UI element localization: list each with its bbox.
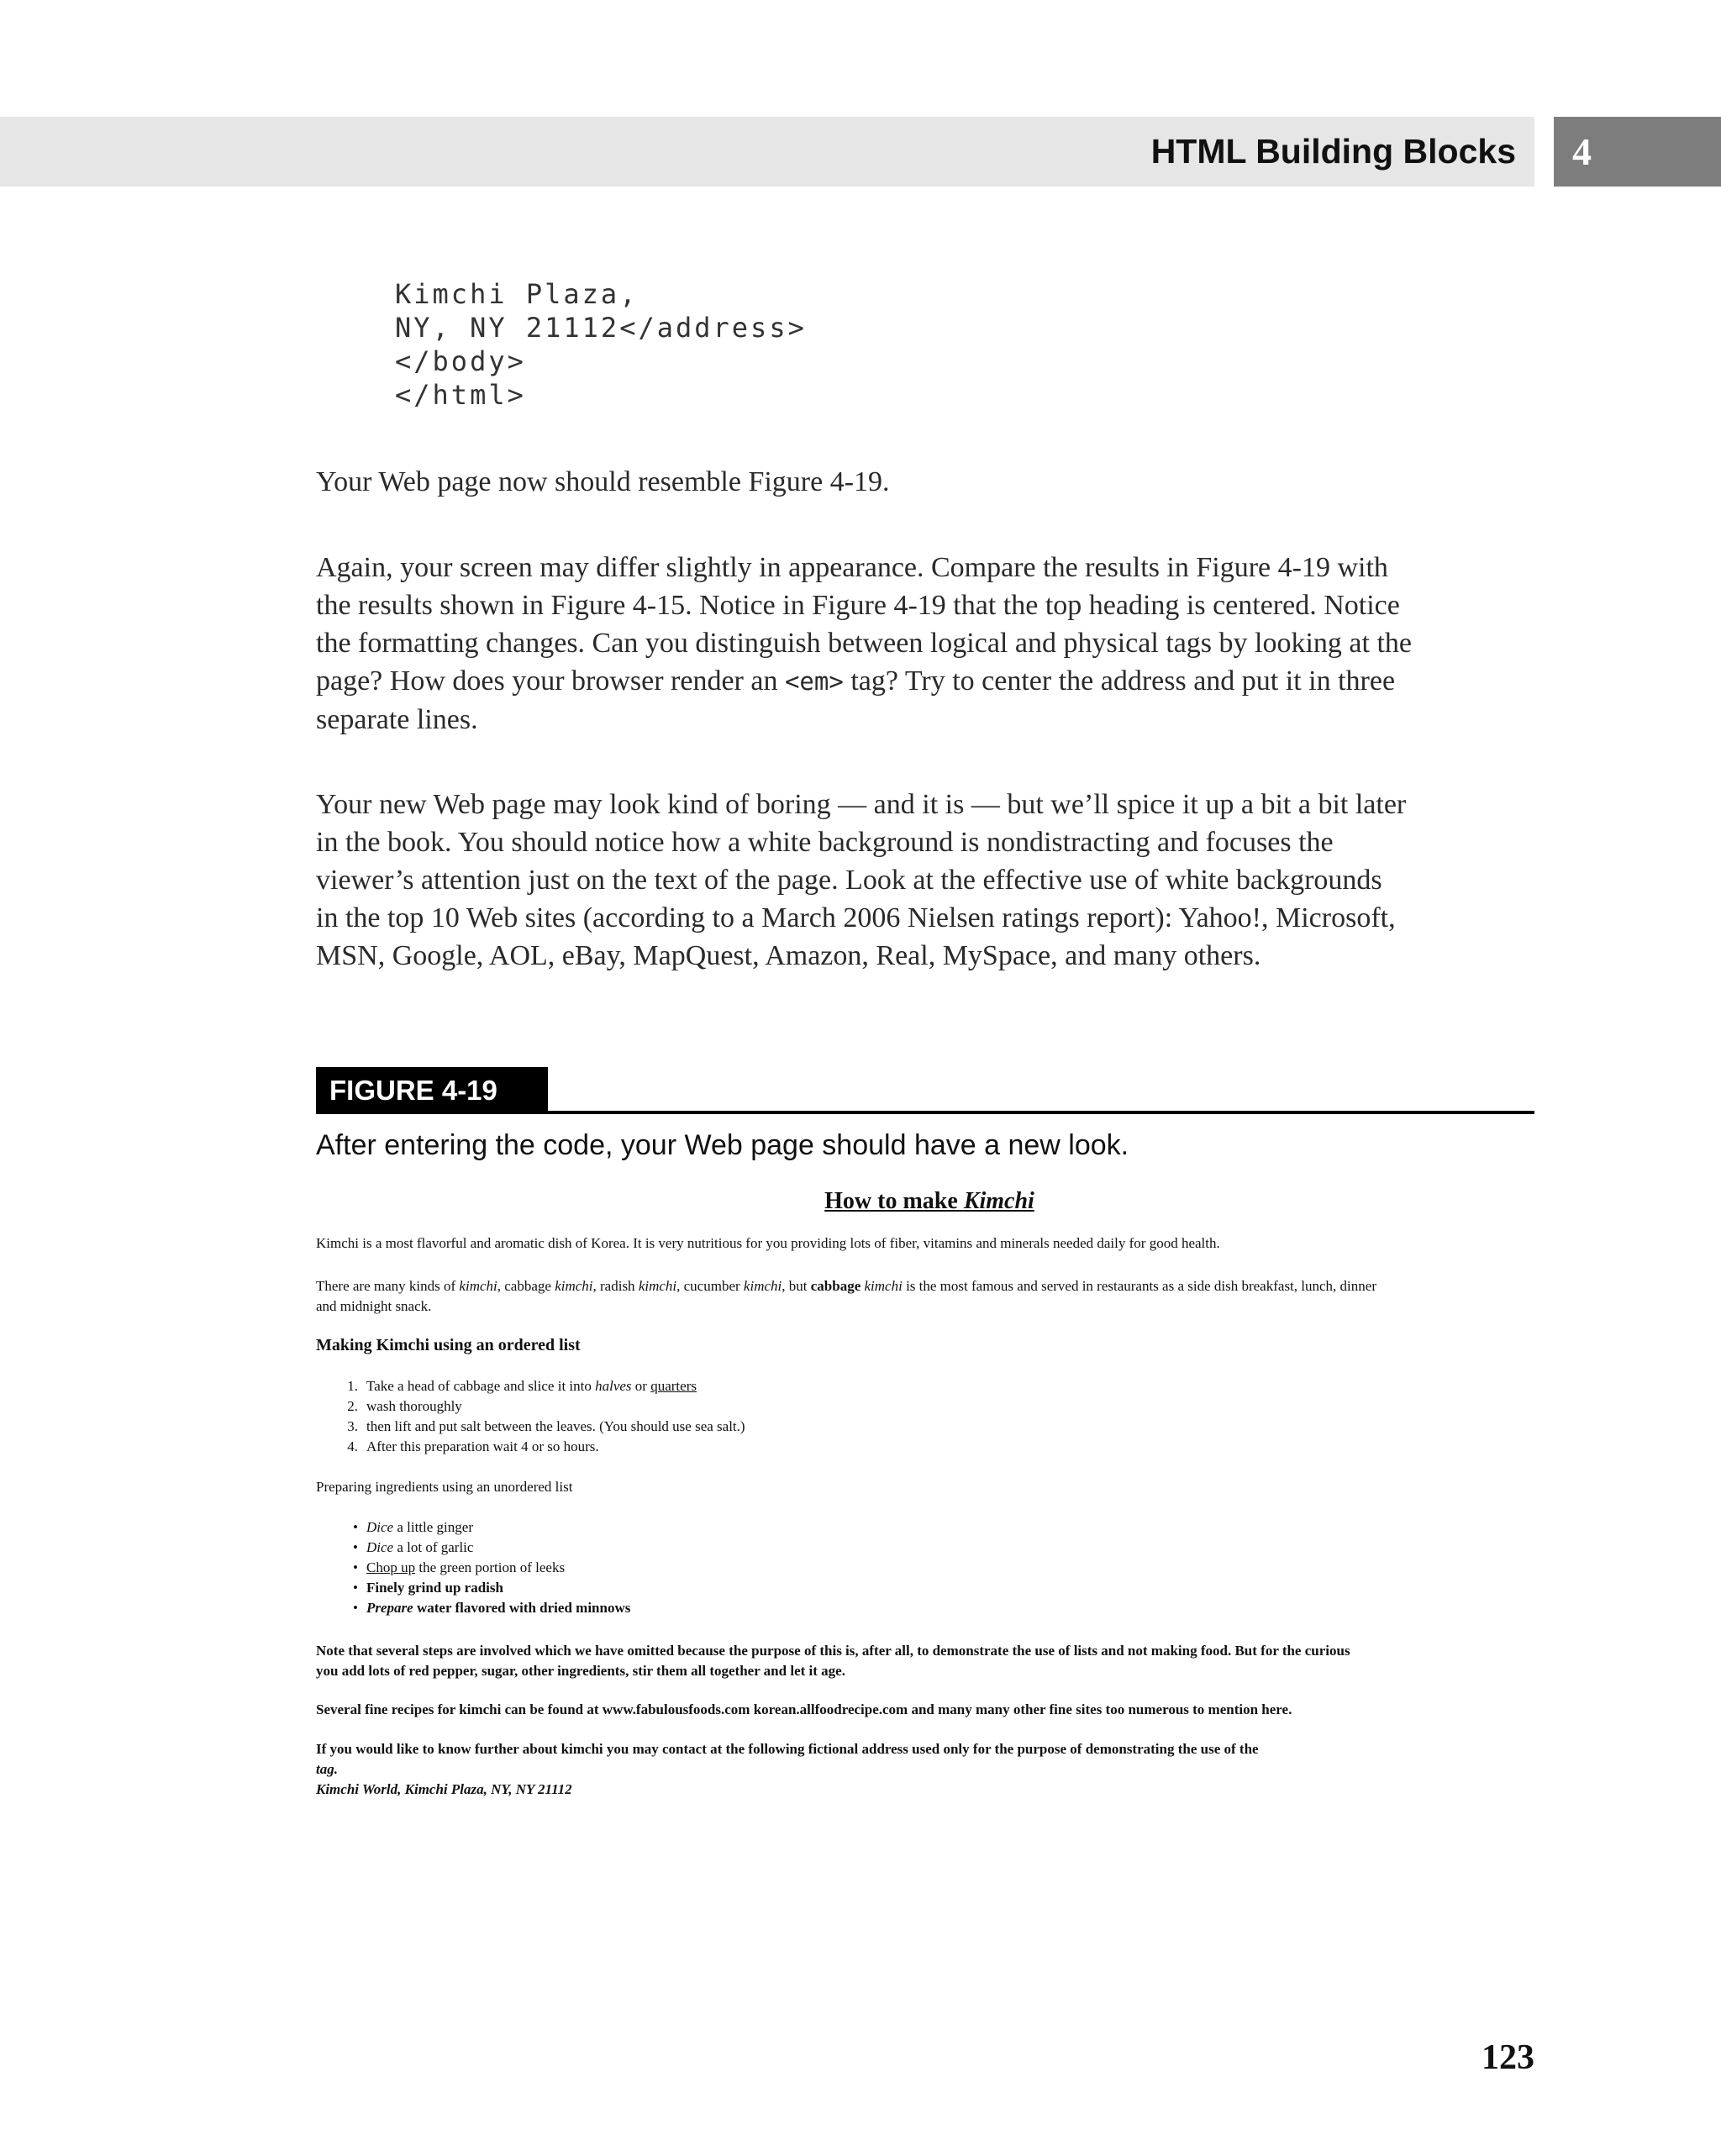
screenshot-title-text <box>824 1188 1034 1214</box>
bullet-icon: • <box>353 1580 358 1596</box>
unordered-list-item <box>333 1558 565 1578</box>
paragraph-text: page? How does your browser render an <box>316 665 785 697</box>
screenshot-ordered-heading: Making Kimchi using an ordered list <box>316 1336 581 1354</box>
screenshot-recipes: Several fine recipes for kimchi can be found at www.fabulousfoods.com korean.allfoodrecipe.com and many many other fine sites too numerous to mention here. <box>316 1701 1292 1717</box>
ordered-list-item <box>333 1437 599 1457</box>
unordered-list-item <box>333 1598 630 1618</box>
title-emphasis: Kimchi <box>963 1188 1034 1214</box>
bullet-icon: • <box>353 1559 358 1575</box>
bullet-icon: • <box>353 1539 358 1555</box>
text-run: There are many kinds of <box>316 1278 460 1294</box>
code-listing <box>395 277 807 412</box>
running-header-title: HTML Building Blocks <box>1150 132 1516 171</box>
bold-run: Finely grind up radish <box>366 1580 503 1596</box>
paragraph-line: separate lines. <box>316 704 478 735</box>
ordered-list-item <box>333 1396 462 1417</box>
screenshot-unordered-heading: Preparing ingredients using an unordered list <box>316 1479 573 1495</box>
paragraph-line: MSN, Google, AOL, eBay, MapQuest, Amazon, Real, MySpace, and many others. <box>316 940 1261 971</box>
paragraph-3 <box>316 786 1539 975</box>
underlined-run: Chop up <box>366 1559 416 1575</box>
paragraph-line: Again, your screen may differ slightly in appearance. Compare the results in Figure 4-19 with <box>316 552 1388 583</box>
paragraph-line: Your new Web page may look kind of boring — and it is — but we’ll spice it up a bit a bit later <box>316 789 1407 820</box>
underlined-run: quarters <box>650 1378 697 1394</box>
list-number: 2. <box>347 1398 358 1414</box>
paragraph-2 <box>316 549 1539 739</box>
italic-run: kimchi <box>555 1278 593 1294</box>
screenshot-kinds-line-1 <box>316 1276 1376 1296</box>
text-run: a little ginger <box>393 1519 473 1535</box>
text-run: is the most famous and served in restaurants as a side dish breakfast, lunch, dinner <box>902 1278 1376 1294</box>
page-number: 123 <box>1482 2038 1534 2077</box>
unordered-list-item <box>333 1538 473 1558</box>
paragraph-line: viewer’s attention just on the text of the page. Look at the effective use of white backgrounds <box>316 865 1382 896</box>
screenshot-kinds-line-2: and midnight snack. <box>316 1298 432 1314</box>
figure-rule <box>316 1111 1534 1114</box>
paragraph-text: tag? Try to center the address and put it in three <box>843 665 1396 697</box>
text-run: or <box>631 1378 651 1394</box>
ordered-list-item <box>333 1376 697 1396</box>
bold-run: water flavored with dried minnows <box>413 1600 631 1616</box>
text-run: , cabbage <box>497 1278 555 1294</box>
text-run: , radish <box>592 1278 639 1294</box>
figure-label: FIGURE 4-19 <box>316 1067 548 1113</box>
figure-screenshot <box>316 1176 1543 1815</box>
italic-run: kimchi <box>459 1278 497 1294</box>
title-part: How to make <box>824 1188 964 1214</box>
list-number: 1. <box>347 1378 358 1394</box>
code-line: Kimchi Plaza, <box>395 278 639 310</box>
text-run: wash thoroughly <box>366 1398 462 1414</box>
screenshot-title <box>316 1185 1543 1218</box>
paragraph-line: the results shown in Figure 4-15. Notice in Figure 4-19 that the top heading is centered. Notice <box>316 590 1400 621</box>
text-run: the green portion of leeks <box>415 1559 566 1575</box>
unordered-list-item <box>333 1517 473 1538</box>
code-line: </html> <box>395 379 526 411</box>
text-run: , cucumber <box>676 1278 744 1294</box>
bold-run: cabbage <box>810 1278 861 1294</box>
paragraph-line: the formatting changes. Can you distinguish between logical and physical tags by looking at the <box>316 628 1413 659</box>
chapter-number: 4 <box>1572 130 1592 173</box>
screenshot-contact-line-2: tag. <box>316 1761 338 1777</box>
bullet-icon: • <box>353 1600 358 1616</box>
unordered-list-item <box>333 1578 503 1598</box>
paragraph-line <box>316 662 1539 701</box>
italic-run: kimchi <box>638 1278 677 1294</box>
italic-run: kimchi <box>864 1278 903 1294</box>
code-line: NY, NY 21112</address> <box>395 312 807 344</box>
text-run: After this preparation wait 4 or so hours. <box>366 1438 599 1454</box>
paragraph-line: in the book. You should notice how a white background is nondistracting and focuses the <box>316 827 1334 858</box>
bullet-icon: • <box>353 1519 358 1535</box>
list-number: 4. <box>347 1438 358 1454</box>
chapter-tab <box>1554 117 1721 187</box>
paragraph-line: Your Web page now should resemble Figure 4-19. <box>316 466 890 497</box>
text-run: Take a head of cabbage and slice it into <box>366 1378 596 1394</box>
text-run: , but <box>782 1278 811 1294</box>
paragraph-line: in the top 10 Web sites (according to a March 2006 Nielsen ratings report): Yahoo!, Microsoft, <box>316 902 1396 933</box>
figure-caption: After entering the code, your Web page should have a new look. <box>316 1129 1129 1161</box>
italic-run: kimchi <box>743 1278 782 1294</box>
screenshot-contact-line-1: If you would like to know further about kimchi you may contact at the following fictional address used only for the purpose of demonstrating the use of the <box>316 1741 1259 1757</box>
italic-run: Dice <box>366 1539 394 1555</box>
screenshot-note-line-1: Note that several steps are involved which we have omitted because the purpose of this is, after all, to demonstrate the use of lists and not making food. But for the curious <box>316 1643 1350 1659</box>
code-line: </body> <box>395 345 526 377</box>
italic-run: Dice <box>366 1519 394 1535</box>
paragraph-1 <box>316 463 1539 501</box>
screenshot-note-line-2: you add lots of red pepper, sugar, other ingredients, stir them all together and let it age. <box>316 1663 845 1679</box>
italic-run: halves <box>595 1378 632 1394</box>
bold-italic-run: Prepare <box>366 1600 413 1616</box>
screenshot-address: Kimchi World, Kimchi Plaza, NY, NY 21112 <box>316 1781 572 1797</box>
text-run: then lift and put salt between the leaves. (You should use sea salt.) <box>366 1418 745 1434</box>
screenshot-intro: Kimchi is a most flavorful and aromatic dish of Korea. It is very nutritious for you providing lots of fiber, vitamins and minerals needed daily for good health. <box>316 1235 1220 1251</box>
list-number: 3. <box>347 1418 358 1434</box>
text-run: a lot of garlic <box>393 1539 474 1555</box>
ordered-list-item <box>333 1417 745 1437</box>
inline-code: <em> <box>784 667 844 696</box>
